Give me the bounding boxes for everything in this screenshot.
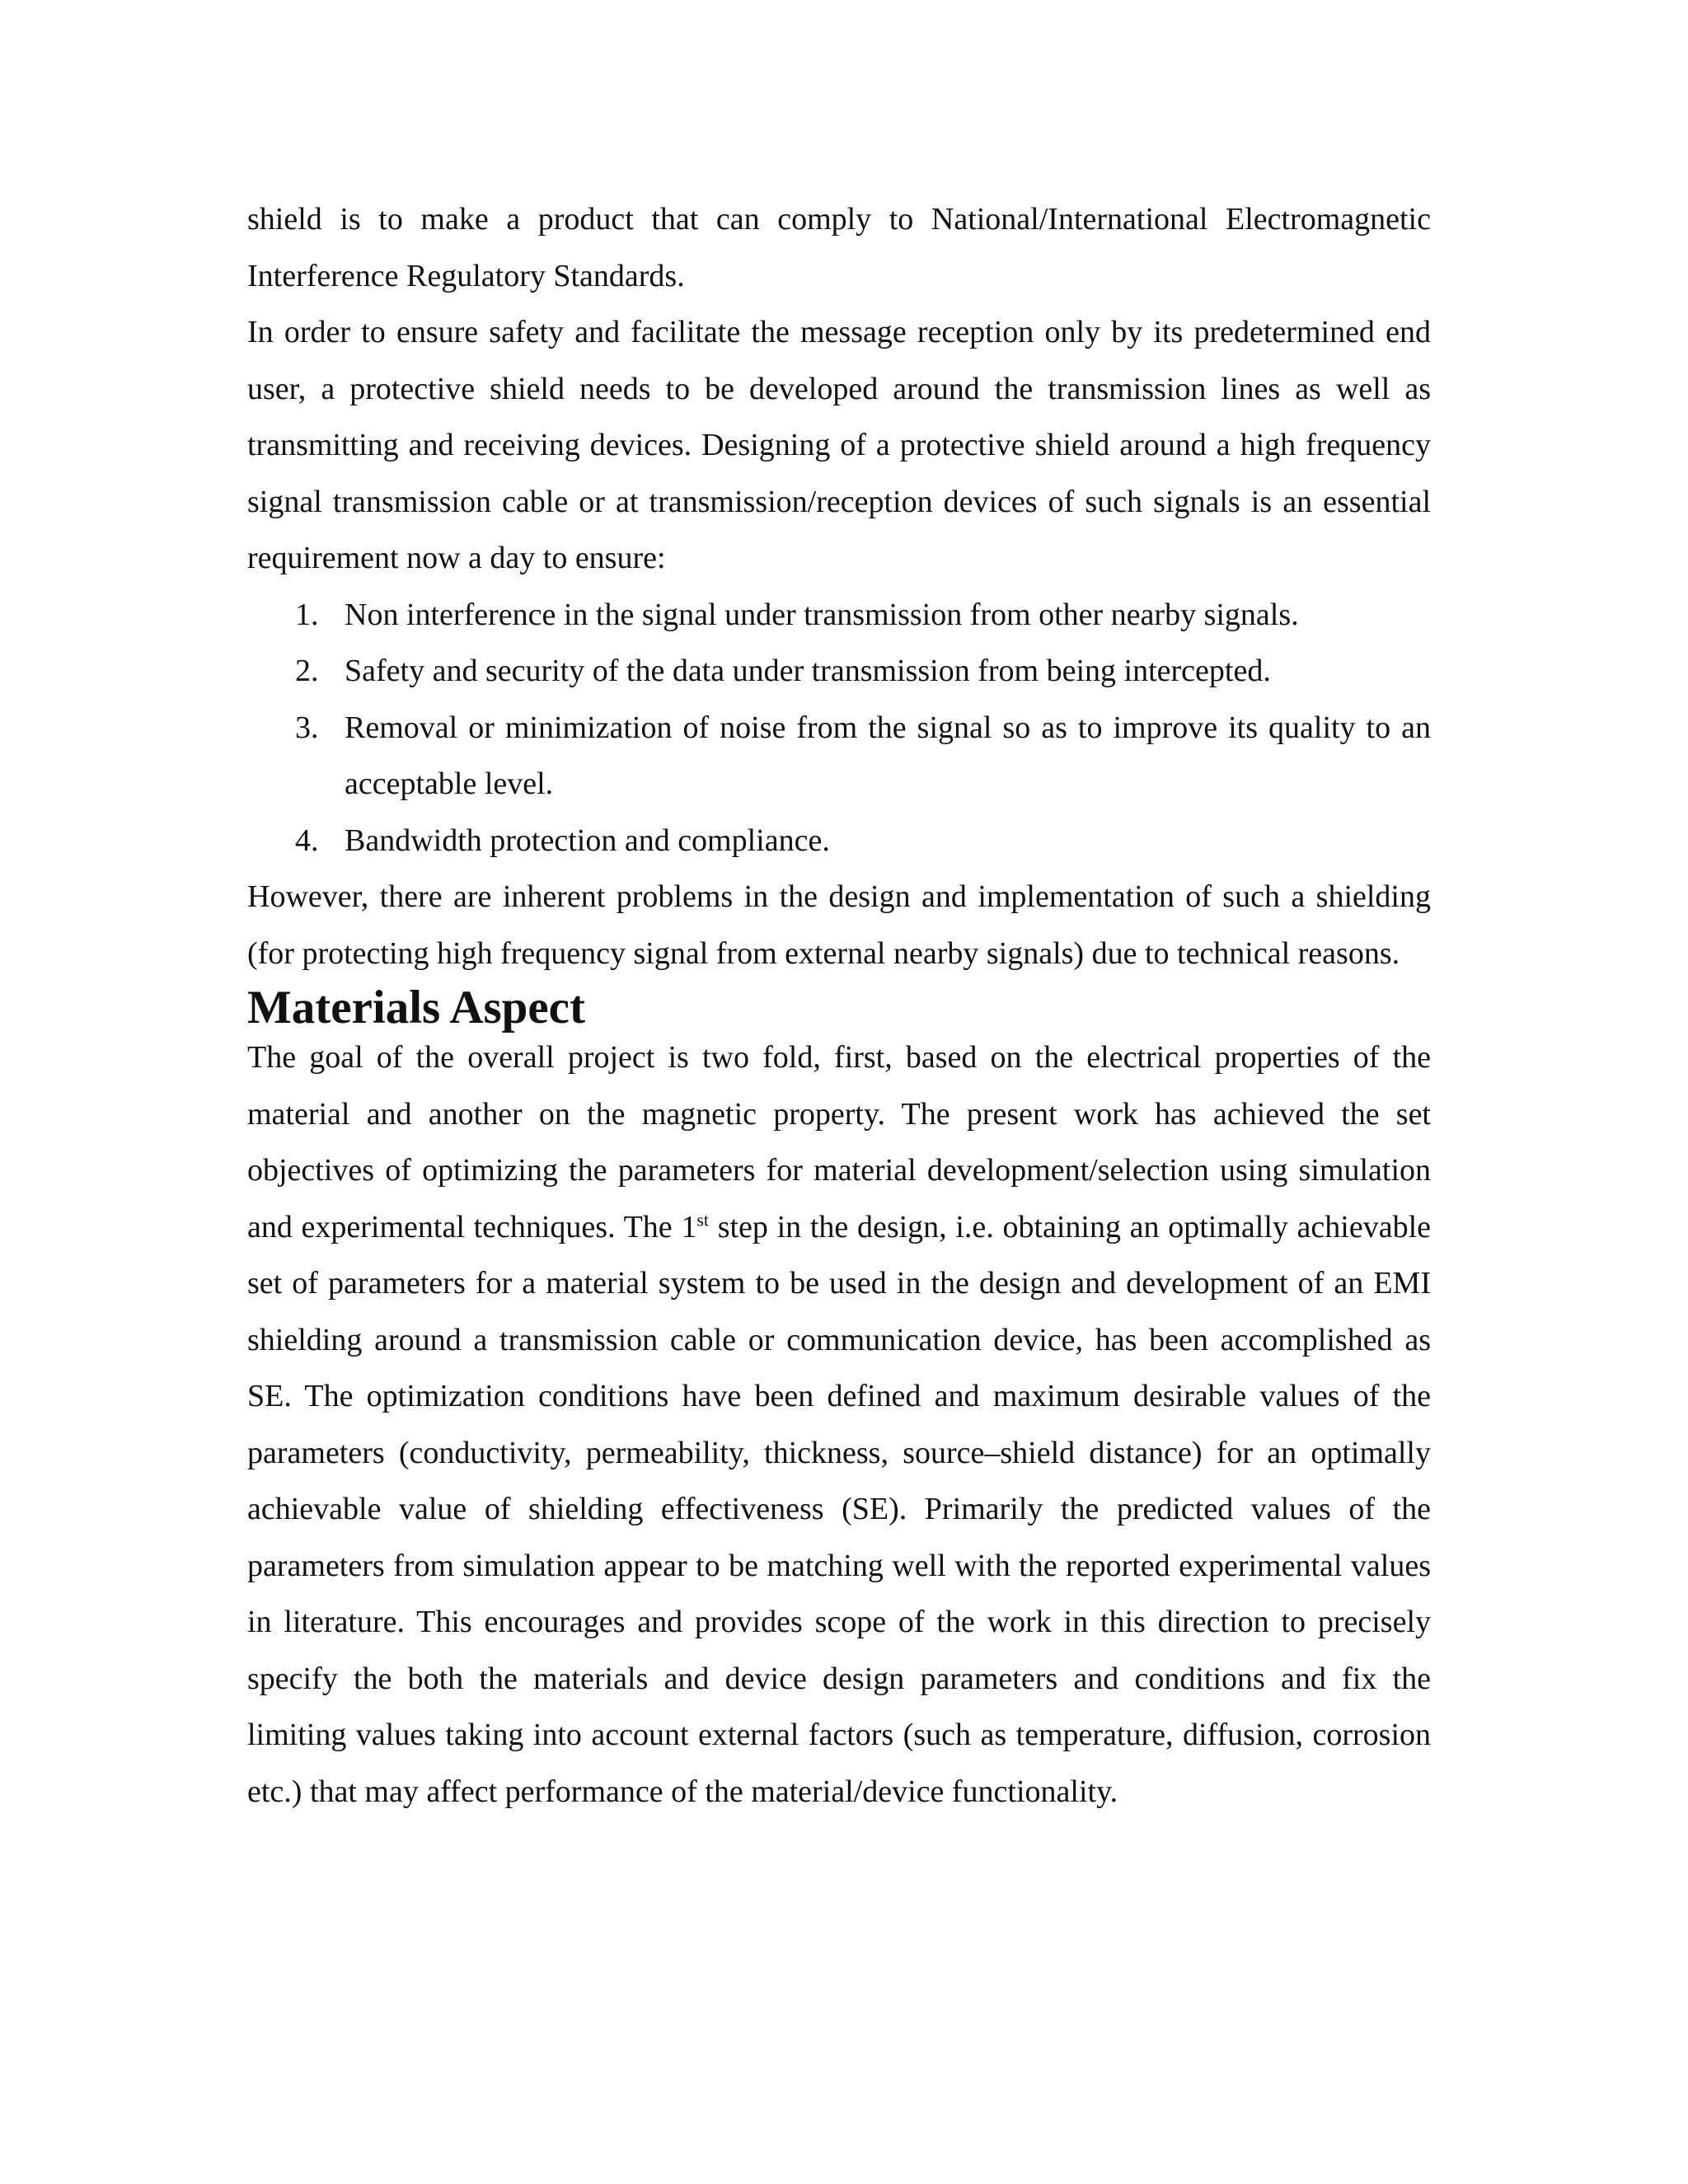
list-text: Non interference in the signal under transmission from other nearby signals.	[345, 597, 1299, 632]
list-number: 1.	[295, 597, 319, 632]
list-text: Bandwidth protection and compliance.	[345, 823, 830, 858]
list-item	[247, 813, 1431, 869]
paragraph-shield-standards: shield is to make a product that can comply to National/International Electromagnetic Interference Regulatory Standards.	[247, 202, 1431, 293]
paragraph-text-part2: step in the design, i.e. obtaining an optimally achievable set of parameters for a material system to be used in the design and development of an EMI shielding around a transmission cable or communication device, has been accomplished as SE. The optimization conditions have been defined and maximum desirable values of the parameters (conductivity, permeability, thickness, source–shield distance) for an optimally achievable value of shielding effectiveness (SE). Primarily the predicted values of the parameters from simulation appear to be matching well with the reported experimental values in literature. This encourages and provides scope of the work in this direction to precisely specify the both the materials and device design parameters and conditions and fix the limiting values taking into account external factors (such as temperature, diffusion, corrosion etc.) that may affect performance of the material/device functionality.	[247, 1209, 1431, 1809]
requirements-list	[247, 587, 1431, 869]
paragraph-text-part1: The goal of the overall project is two fold, first, based on the electrical properties of the material and another on the magnetic property. The present work has achieved the set objectives of optimizing the parameters for material development/selection using simulation and experimental techniques. The 1	[247, 1040, 1431, 1244]
section-heading: Materials Aspect	[247, 982, 585, 1033]
list-number: 2.	[295, 654, 319, 688]
list-number: 4.	[295, 823, 319, 858]
paragraph-protective-shield: In order to ensure safety and facilitate the message reception only by its predetermined end user, a protective shield needs to be developed around the transmission lines as well as transmitting and receiving devices. Designing of a protective shield around a high frequency signal transmission cable or at transmission/reception devices of such signals is an essential requirement now a day to ensure:	[247, 315, 1431, 575]
list-item	[247, 643, 1431, 700]
list-text: Removal or minimization of noise from the signal so as to improve its quality to an acceptable level.	[345, 710, 1431, 801]
paragraph-materials-aspect	[247, 1029, 1431, 1820]
list-text: Safety and security of the data under transmission from being intercepted.	[345, 654, 1271, 688]
list-number: 3.	[295, 710, 319, 745]
list-item	[247, 587, 1431, 644]
ordinal-superscript: st	[696, 1208, 710, 1230]
document-page	[247, 191, 1431, 1820]
paragraph-inherent-problems: However, there are inherent problems in the design and implementation of such a shielding (for protecting high frequency signal from external nearby signals) due to technical reasons.	[247, 879, 1431, 971]
list-item	[247, 700, 1431, 813]
